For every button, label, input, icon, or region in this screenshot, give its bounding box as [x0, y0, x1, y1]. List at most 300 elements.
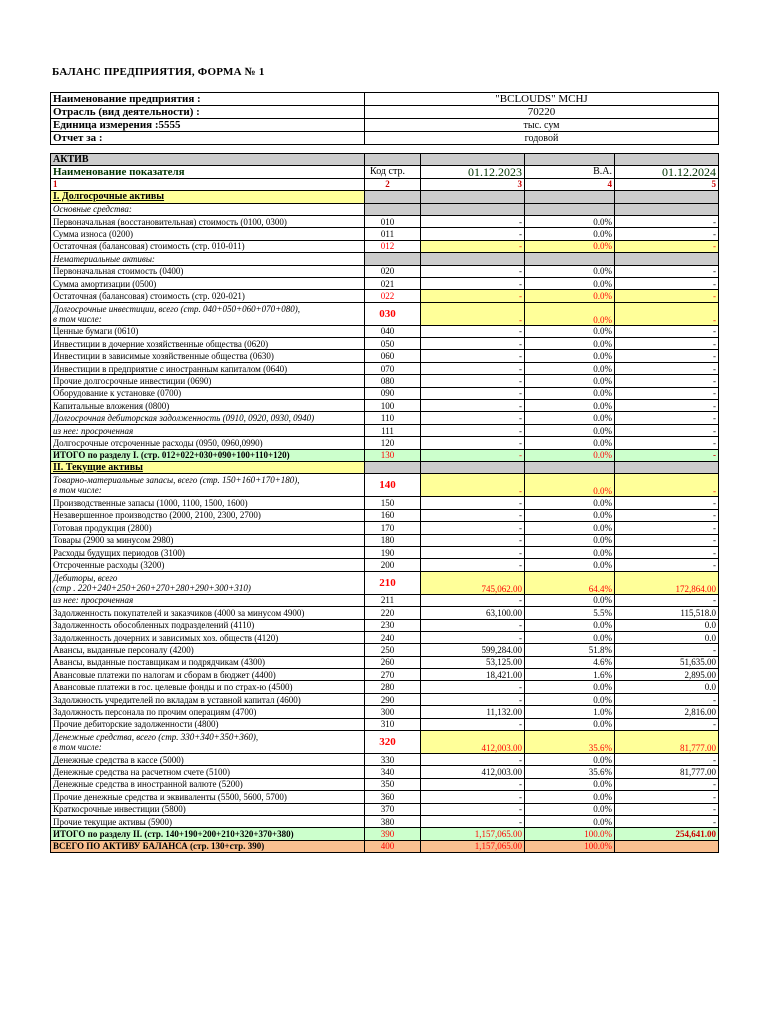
table-row: [51, 559, 719, 571]
value-start: 1,157,065.00: [421, 828, 525, 840]
value-start: -: [421, 681, 525, 693]
row-name: Капитальные вложения (0800): [51, 400, 365, 412]
value-share: 0.0%: [525, 619, 615, 631]
row-code: 211: [365, 594, 421, 606]
info-label: Отчет за :: [51, 132, 365, 145]
value-end: -: [615, 302, 719, 325]
value-share: 0.0%: [525, 338, 615, 350]
row-name: Авансовые платежи по налогам и сборам в бюджет (4400): [51, 669, 365, 681]
value-share: 0.0%: [525, 534, 615, 546]
value-share: 0.0%: [525, 400, 615, 412]
row-name: Оборудование к установке (0700): [51, 387, 365, 399]
row-code: 030: [365, 302, 421, 325]
row-name: Инвестиции в предприятие с иностранным капиталом (0640): [51, 362, 365, 374]
aktiv-header-row: [51, 154, 719, 166]
row-code: 280: [365, 681, 421, 693]
row-code: 360: [365, 791, 421, 803]
value-start: -: [421, 631, 525, 643]
table-row: [51, 400, 719, 412]
value-end: -: [615, 449, 719, 461]
row-name-line: в том числе:: [53, 742, 102, 753]
value-end: -: [615, 240, 719, 252]
value-share: 0.0%: [525, 474, 615, 497]
row-name: Прочие долгосрочные инвестиции (0690): [51, 375, 365, 387]
row-name: Нематериальные активы:: [51, 253, 365, 265]
row-name: Незавершенное производство (2000, 2100, 2300, 2700): [51, 509, 365, 521]
value-share: 0.0%: [525, 718, 615, 730]
row-name: II. Текущие активы: [51, 461, 365, 473]
table-row: [51, 594, 719, 606]
table-row: [51, 522, 719, 534]
value-start: -: [421, 718, 525, 730]
table-row: [51, 619, 719, 631]
row-name-line: Дебиторы, всего: [53, 572, 118, 583]
document-title: БАЛАНС ПРЕДПРИЯТИЯ, ФОРМА № 1: [52, 66, 265, 78]
row-code: 340: [365, 766, 421, 778]
table-row: [51, 509, 719, 521]
value-start: -: [421, 449, 525, 461]
value-start: 412,003.00: [421, 731, 525, 754]
value-share: 0.0%: [525, 424, 615, 436]
value-end: -: [615, 559, 719, 571]
row-code: 140: [365, 474, 421, 497]
aktiv-label: АКТИВ: [51, 154, 365, 166]
row-code: 130: [365, 449, 421, 461]
row-code: 050: [365, 338, 421, 350]
row-code: 160: [365, 509, 421, 521]
value-share: 0.0%: [525, 412, 615, 424]
value-start: -: [421, 325, 525, 337]
value-share: [525, 253, 615, 265]
value-start: 1,157,065.00: [421, 840, 525, 852]
row-code: 250: [365, 644, 421, 656]
table-row: [51, 240, 719, 252]
row-code: 330: [365, 754, 421, 766]
row-code: [365, 191, 421, 203]
column-number: 4: [525, 178, 615, 190]
table-row: [51, 815, 719, 827]
value-share: 0.0%: [525, 791, 615, 803]
row-name: Денежные средства в кассе (5000): [51, 754, 365, 766]
table-row: [51, 228, 719, 240]
row-name: Инвестиции в дочерние хозяйственные общества (0620): [51, 338, 365, 350]
header-start-date: 01.12.2023: [421, 166, 525, 178]
table-row: [51, 412, 719, 424]
row-name: Ценные бумаги (0610): [51, 325, 365, 337]
row-name: из нее: просроченная: [51, 594, 365, 606]
value-start: -: [421, 594, 525, 606]
row-code: 080: [365, 375, 421, 387]
table-row: [51, 828, 719, 840]
value-start: -: [421, 228, 525, 240]
row-name: Товары (2900 за минусом 2980): [51, 534, 365, 546]
row-name: ИТОГО по разделу I. (стр. 012+022+030+090+100+110+120): [51, 449, 365, 461]
value-end: 254,641.00: [615, 828, 719, 840]
value-end: -: [615, 412, 719, 424]
value-share: 0.0%: [525, 815, 615, 827]
row-code: 040: [365, 325, 421, 337]
column-number-row: [51, 178, 719, 190]
table-row: [51, 253, 719, 265]
header-share: В.А.: [525, 166, 615, 178]
row-name: Прочие денежные средства и эквиваленты (5500, 5600, 5700): [51, 791, 365, 803]
row-code: 390: [365, 828, 421, 840]
value-share: 0.0%: [525, 449, 615, 461]
row-code: 220: [365, 607, 421, 619]
value-start: -: [421, 277, 525, 289]
table-row: [51, 718, 719, 730]
row-code: 110: [365, 412, 421, 424]
row-code: 180: [365, 534, 421, 546]
row-name: [51, 474, 365, 497]
row-name: Инвестиции в зависимые хозяйственные общества (0630): [51, 350, 365, 362]
table-row: [51, 277, 719, 289]
value-end: 81,777.00: [615, 731, 719, 754]
value-start: 53,125.00: [421, 656, 525, 668]
table-row: [51, 681, 719, 693]
value-share: 0.0%: [525, 693, 615, 705]
value-share: 0.0%: [525, 228, 615, 240]
table-row: [51, 607, 719, 619]
row-code: 370: [365, 803, 421, 815]
table-row: [51, 350, 719, 362]
row-name: Сумма износа (0200): [51, 228, 365, 240]
value-end: -: [615, 644, 719, 656]
row-name: Расходы будущих периодов (3100): [51, 546, 365, 558]
row-name: ВСЕГО ПО АКТИВУ БАЛАНСА (стр. 130+стр. 390): [51, 840, 365, 852]
table-row: [51, 437, 719, 449]
row-name: Сумма амортизации (0500): [51, 277, 365, 289]
value-share: 0.0%: [525, 631, 615, 643]
value-start: -: [421, 534, 525, 546]
value-start: 18,421.00: [421, 669, 525, 681]
value-share: 35.6%: [525, 731, 615, 754]
value-end: 115,518.0: [615, 607, 719, 619]
value-end: -: [615, 338, 719, 350]
table-row: [51, 461, 719, 473]
value-share: 0.0%: [525, 325, 615, 337]
value-end: -: [615, 375, 719, 387]
header-code: Код стр.: [365, 166, 421, 178]
row-name: Авансы, выданные персоналу (4200): [51, 644, 365, 656]
row-name: Прочие дебиторские задолженности (4800): [51, 718, 365, 730]
value-share: 0.0%: [525, 302, 615, 325]
value-share: 0.0%: [525, 509, 615, 521]
row-name: [51, 302, 365, 325]
table-row: [51, 497, 719, 509]
value-start: [421, 203, 525, 215]
row-name-line: Товарно-материальные запасы, всего (стр. 150+160+170+180),: [53, 475, 300, 486]
row-name: Задолженность покупателей и заказчиков (4000 за минусом 4900): [51, 607, 365, 619]
row-code: 120: [365, 437, 421, 449]
column-number: 5: [615, 178, 719, 190]
row-code: 230: [365, 619, 421, 631]
value-start: 11,132.00: [421, 706, 525, 718]
balance-sheet-table: [50, 153, 719, 853]
value-end: -: [615, 474, 719, 497]
table-row: [51, 191, 719, 203]
row-name: Остаточная (балансовая) стоимость (стр. 020-021): [51, 290, 365, 302]
value-share: 35.6%: [525, 766, 615, 778]
row-code: 210: [365, 571, 421, 594]
value-end: -: [615, 546, 719, 558]
value-end: 2,816.00: [615, 706, 719, 718]
row-name-line: Денежные средства, всего (стр. 330+340+350+360),: [53, 732, 259, 743]
empty-cell: [365, 154, 421, 166]
value-share: 0.0%: [525, 681, 615, 693]
value-end: 2,895.00: [615, 669, 719, 681]
table-row: [51, 203, 719, 215]
row-code: 111: [365, 424, 421, 436]
table-row: [51, 302, 719, 325]
table-row: [51, 731, 719, 754]
value-start: -: [421, 362, 525, 374]
value-start: -: [421, 424, 525, 436]
row-code: 400: [365, 840, 421, 852]
value-share: 0.0%: [525, 546, 615, 558]
value-end: -: [615, 228, 719, 240]
value-start: [421, 191, 525, 203]
value-start: -: [421, 338, 525, 350]
table-row: [51, 571, 719, 594]
value-start: -: [421, 803, 525, 815]
row-name: Задолжность персонала по прочим операциям (4700): [51, 706, 365, 718]
row-name: Готовая продукция (2800): [51, 522, 365, 534]
value-end: -: [615, 215, 719, 227]
table-row: [51, 338, 719, 350]
row-name: Краткосрочные инвестиции (5800): [51, 803, 365, 815]
row-name: ИТОГО по разделу II. (стр. 140+190+200+210+320+370+380): [51, 828, 365, 840]
value-end: -: [615, 693, 719, 705]
row-name: Долгосрочные отсроченные расходы (0950, 0960,0990): [51, 437, 365, 449]
value-share: [525, 203, 615, 215]
value-share: 0.0%: [525, 277, 615, 289]
header-end-date: 01.12.2024: [615, 166, 719, 178]
value-share: [525, 461, 615, 473]
table-row: [51, 215, 719, 227]
row-name-line: в том числе:: [53, 313, 102, 324]
row-name: Первоначальная стоимость (0400): [51, 265, 365, 277]
row-code: 012: [365, 240, 421, 252]
row-code: [365, 461, 421, 473]
row-code: 320: [365, 731, 421, 754]
value-share: 0.0%: [525, 497, 615, 509]
info-row-unit: [51, 119, 719, 132]
value-share: 51.8%: [525, 644, 615, 656]
value-share: 0.0%: [525, 240, 615, 252]
value-share: 0.0%: [525, 350, 615, 362]
value-start: -: [421, 215, 525, 227]
value-start: -: [421, 778, 525, 790]
row-name: Задолженность обособленных подразделений (4110): [51, 619, 365, 631]
row-name: Денежные средства в иностранной валюте (5200): [51, 778, 365, 790]
value-end: -: [615, 791, 719, 803]
value-share: 0.0%: [525, 387, 615, 399]
value-start: 412,003.00: [421, 766, 525, 778]
row-code: 020: [365, 265, 421, 277]
info-value: тыс. сум: [365, 119, 719, 132]
row-name: Задолженность дочерних и зависимых хоз. обществ (4120): [51, 631, 365, 643]
value-share: 0.0%: [525, 803, 615, 815]
value-end: -: [615, 803, 719, 815]
value-start: -: [421, 474, 525, 497]
table-row: [51, 534, 719, 546]
row-name-line: в том числе:: [53, 485, 102, 496]
info-value: годовой: [365, 132, 719, 145]
table-row: [51, 325, 719, 337]
row-code: 310: [365, 718, 421, 730]
row-code: 090: [365, 387, 421, 399]
info-label: Единица измерения :5555: [51, 119, 365, 132]
value-share: 4.6%: [525, 656, 615, 668]
info-row-period: [51, 132, 719, 145]
row-name: [51, 731, 365, 754]
info-label: Наименование предприятия :: [51, 93, 365, 106]
table-row: [51, 474, 719, 497]
value-start: -: [421, 400, 525, 412]
row-code: 060: [365, 350, 421, 362]
row-code: 240: [365, 631, 421, 643]
value-share: 5.5%: [525, 607, 615, 619]
value-end: -: [615, 509, 719, 521]
table-row: [51, 778, 719, 790]
value-share: 0.0%: [525, 290, 615, 302]
value-end: [615, 253, 719, 265]
row-name: Прочие текущие активы (5900): [51, 815, 365, 827]
row-name: из нее: просроченная: [51, 424, 365, 436]
value-share: 1.6%: [525, 669, 615, 681]
column-header-row: [51, 166, 719, 178]
company-info-table: [50, 92, 719, 145]
table-row: [51, 840, 719, 852]
value-end: 81,777.00: [615, 766, 719, 778]
row-name: Авансовые платежи в гос. целевые фонды и по страх-ю (4500): [51, 681, 365, 693]
value-share: 0.0%: [525, 215, 615, 227]
value-end: [615, 840, 719, 852]
table-row: [51, 631, 719, 643]
value-share: 100.0%: [525, 828, 615, 840]
info-row-company: [51, 93, 719, 106]
value-start: 63,100.00: [421, 607, 525, 619]
row-name: Денежные средства на расчетном счете (5100): [51, 766, 365, 778]
header-name-text: Наименование показателя: [53, 166, 185, 179]
table-row: [51, 387, 719, 399]
value-end: -: [615, 815, 719, 827]
row-code: 200: [365, 559, 421, 571]
row-code: 022: [365, 290, 421, 302]
value-end: -: [615, 424, 719, 436]
table-row: [51, 644, 719, 656]
value-share: 0.0%: [525, 375, 615, 387]
value-end: -: [615, 400, 719, 412]
table-row: [51, 362, 719, 374]
row-code: [365, 253, 421, 265]
value-start: -: [421, 350, 525, 362]
header-name: [51, 166, 365, 178]
value-end: -: [615, 754, 719, 766]
info-label: Отрасль (вид деятельности) :: [51, 106, 365, 119]
value-start: -: [421, 437, 525, 449]
value-share: 1.0%: [525, 706, 615, 718]
value-end: [615, 203, 719, 215]
row-code: [365, 203, 421, 215]
value-start: -: [421, 546, 525, 558]
value-end: 0.0: [615, 619, 719, 631]
value-start: 745,062.00: [421, 571, 525, 594]
table-row: [51, 766, 719, 778]
value-share: 0.0%: [525, 594, 615, 606]
table-row: [51, 265, 719, 277]
row-name: Первоначальная (восстановительная) стоимость (0100, 0300): [51, 215, 365, 227]
value-share: 0.0%: [525, 522, 615, 534]
table-row: [51, 706, 719, 718]
row-code: 150: [365, 497, 421, 509]
value-start: [421, 253, 525, 265]
value-start: 599,284.00: [421, 644, 525, 656]
value-start: -: [421, 497, 525, 509]
row-code: 070: [365, 362, 421, 374]
value-end: -: [615, 350, 719, 362]
value-share: 0.0%: [525, 362, 615, 374]
value-end: -: [615, 290, 719, 302]
value-share: 0.0%: [525, 437, 615, 449]
value-start: -: [421, 387, 525, 399]
row-name: I. Долгосрочные активы: [51, 191, 365, 203]
table-row: [51, 290, 719, 302]
value-start: -: [421, 522, 525, 534]
table-row: [51, 754, 719, 766]
value-start: -: [421, 509, 525, 521]
value-start: -: [421, 290, 525, 302]
row-code: 350: [365, 778, 421, 790]
row-code: 380: [365, 815, 421, 827]
value-start: -: [421, 619, 525, 631]
value-share: 64.4%: [525, 571, 615, 594]
value-start: -: [421, 240, 525, 252]
row-name-line: Долгосрочные инвестиции, всего (стр. 040+050+060+070+080),: [53, 303, 300, 314]
value-share: 0.0%: [525, 778, 615, 790]
value-start: -: [421, 559, 525, 571]
info-row-industry: [51, 106, 719, 119]
row-name: Основные средства:: [51, 203, 365, 215]
table-row: [51, 375, 719, 387]
value-end: -: [615, 437, 719, 449]
value-start: -: [421, 302, 525, 325]
value-start: [421, 461, 525, 473]
row-name: Долгосрочная дебиторская задолженность (0910, 0920, 0930, 0940): [51, 412, 365, 424]
value-share: 0.0%: [525, 559, 615, 571]
table-row: [51, 803, 719, 815]
table-row: [51, 656, 719, 668]
row-code: 170: [365, 522, 421, 534]
row-code: 260: [365, 656, 421, 668]
table-row: [51, 791, 719, 803]
value-start: -: [421, 375, 525, 387]
value-end: -: [615, 387, 719, 399]
value-end: -: [615, 778, 719, 790]
value-start: -: [421, 412, 525, 424]
value-end: -: [615, 325, 719, 337]
value-end: -: [615, 718, 719, 730]
value-end: [615, 461, 719, 473]
row-name: Задолжность учредителей по вкладам в уставной капитал (4600): [51, 693, 365, 705]
column-number: 2: [365, 178, 421, 190]
value-start: -: [421, 815, 525, 827]
value-end: 51,635.00: [615, 656, 719, 668]
value-start: -: [421, 754, 525, 766]
row-code: 010: [365, 215, 421, 227]
table-row: [51, 693, 719, 705]
